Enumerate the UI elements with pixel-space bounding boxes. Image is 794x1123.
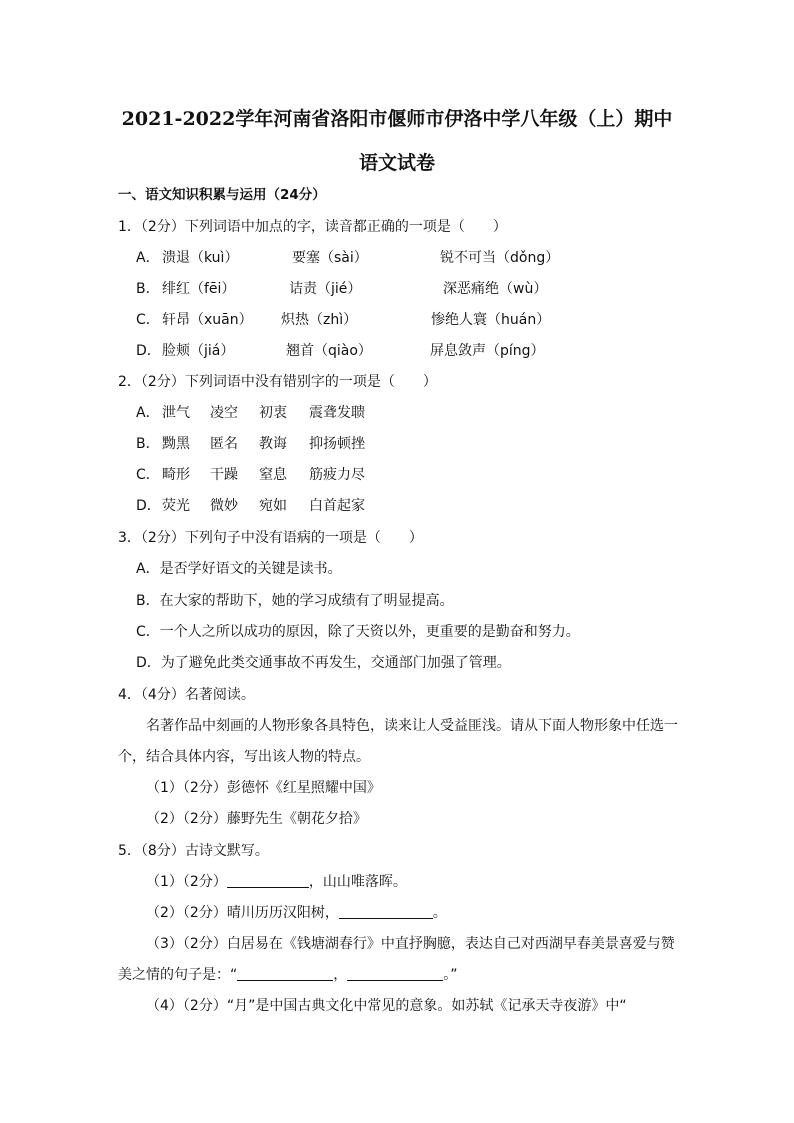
q2-option-d-label: D． xyxy=(136,498,161,514)
q1-option-b-word-3: 深恶痛绝（wù） xyxy=(443,281,548,297)
q2-option-a-word-4: 震聋发聩 xyxy=(309,405,365,421)
q5-sub-3-line-2 xyxy=(118,966,458,984)
q5-sub-2-suffix: 。 xyxy=(432,905,447,921)
question-5-stem: 5．（8分）古诗文默写。 xyxy=(118,843,269,859)
question-4-stem: 4．（4分）名著阅读。 xyxy=(118,687,255,703)
q1-option-b-word-1: 绯红（fēi） xyxy=(162,281,236,297)
answer-blank[interactable] xyxy=(237,966,333,981)
q5-sub-2 xyxy=(146,904,447,922)
q3-option-a: A．是否学好语文的关键是读书。 xyxy=(136,561,342,577)
q3-option-b: B．在大家的帮助下，她的学习成绩有了明显提高。 xyxy=(136,593,454,609)
q3-option-d: D．为了避免此类交通事故不再发生，交通部门加强了管理。 xyxy=(136,655,511,671)
q1-option-a-word-3: 锐不可当（dǒng） xyxy=(440,250,560,266)
q3-option-c: C．一个人之所以成功的原因，除了天资以外，更重要的是勤奋和努力。 xyxy=(136,624,580,640)
q2-option-d-word-1: 荧光 xyxy=(162,498,190,514)
question-2-stem: 2．（2分）下列词语中没有错别字的一项是（ ） xyxy=(118,374,437,390)
q2-option-b-word-3: 教诲 xyxy=(259,436,287,452)
question-1-stem: 1．（2分）下列词语中加点的字，读音都正确的一项是（ ） xyxy=(118,219,507,235)
q5-sub-1-suffix: ，山山唯落晖。 xyxy=(308,874,407,890)
q5-sub-3-prefix: 美之情的句子是：“ xyxy=(118,967,238,983)
q1-option-b-word-2: 诘责（jié） xyxy=(289,281,362,297)
q2-option-a-word-3: 初衷 xyxy=(259,405,287,421)
q5-sub-1 xyxy=(146,873,407,891)
answer-blank[interactable] xyxy=(339,904,433,919)
q5-sub-1-prefix: （1）（2分） xyxy=(146,874,227,890)
q2-option-a-word-2: 凌空 xyxy=(210,405,238,421)
q1-option-a-word-1: 溃退（kuì） xyxy=(162,250,239,266)
q1-option-c-word-2: 炽热（zhì） xyxy=(281,312,358,328)
q2-option-d-word-3: 宛如 xyxy=(259,498,287,514)
q2-option-c-label: C． xyxy=(136,467,160,483)
q2-option-a-word-1: 泄气 xyxy=(162,405,190,421)
q5-sub-3-line-1: （3）（2分）白居易在《钱塘湖春行》中直抒胸臆，表达自己对西湖早春美景喜爱与赞 xyxy=(146,936,675,952)
q1-option-a-label: A． xyxy=(136,250,160,266)
q2-option-c-word-2: 干躁 xyxy=(210,467,238,483)
section-heading: 一、语文知识积累与运用（24分） xyxy=(118,187,326,203)
q1-option-c-word-3: 惨绝人寰（huán） xyxy=(431,312,551,328)
q1-option-d-word-3: 屏息敛声（píng） xyxy=(430,343,545,359)
question-3-stem: 3．（2分）下列句子中没有语病的一项是（ ） xyxy=(118,530,423,546)
q1-option-c-label: C． xyxy=(136,312,160,328)
q2-option-d-word-4: 白首起家 xyxy=(309,498,365,514)
q2-option-a-label: A． xyxy=(136,405,160,421)
answer-blank[interactable] xyxy=(227,873,309,888)
exam-title-line2: 语文试卷 xyxy=(358,152,435,174)
q5-sub-4-line-1: （4）（2分）“月”是中国古典文化中常见的意象。如苏轼《记承天寺夜游》中“ xyxy=(146,998,627,1014)
q5-sub-3-suffix: 。” xyxy=(443,967,458,983)
q2-option-d-word-2: 微妙 xyxy=(210,498,238,514)
q5-sub-3-comma: ， xyxy=(333,967,348,983)
q4-sub-1: （1）（2分）彭德怀《红星照耀中国》 xyxy=(146,780,381,796)
exam-title-line1: 2021-2022学年河南省洛阳市偃师市伊洛中学八年级（上）期中 xyxy=(121,108,673,130)
answer-blank[interactable] xyxy=(347,966,443,981)
q2-option-c-word-3: 窒息 xyxy=(259,467,287,483)
q2-option-b-label: B． xyxy=(136,436,160,452)
q4-sub-2: （2）（2分）藤野先生《朝花夕拾》 xyxy=(146,811,367,827)
q1-option-d-word-1: 脸颊（jiá） xyxy=(162,343,235,359)
q4-paragraph-line-1: 名著作品中刻画的人物形象各具特色，读来让人受益匪浅。请从下面人物形象中任选一 xyxy=(146,718,678,734)
q1-option-a-word-2: 要塞（sài） xyxy=(292,250,368,266)
q2-option-c-word-1: 畸形 xyxy=(162,467,190,483)
q1-option-d-label: D． xyxy=(136,343,161,359)
q2-option-c-word-4: 筋疲力尽 xyxy=(309,467,365,483)
q2-option-b-word-2: 匿名 xyxy=(210,436,238,452)
q4-paragraph-line-2: 个，结合具体内容，写出该人物的特点。 xyxy=(118,749,370,765)
q1-option-c-word-1: 轩昂（xuān） xyxy=(162,312,253,328)
q1-option-b-label: B． xyxy=(136,281,160,297)
q5-sub-2-prefix: （2）（2分）晴川历历汉阳树， xyxy=(146,905,339,921)
q1-option-d-word-2: 翘首（qiào） xyxy=(286,343,372,359)
q2-option-b-word-1: 黝黑 xyxy=(162,436,190,452)
q2-option-b-word-4: 抑扬顿挫 xyxy=(309,436,365,452)
